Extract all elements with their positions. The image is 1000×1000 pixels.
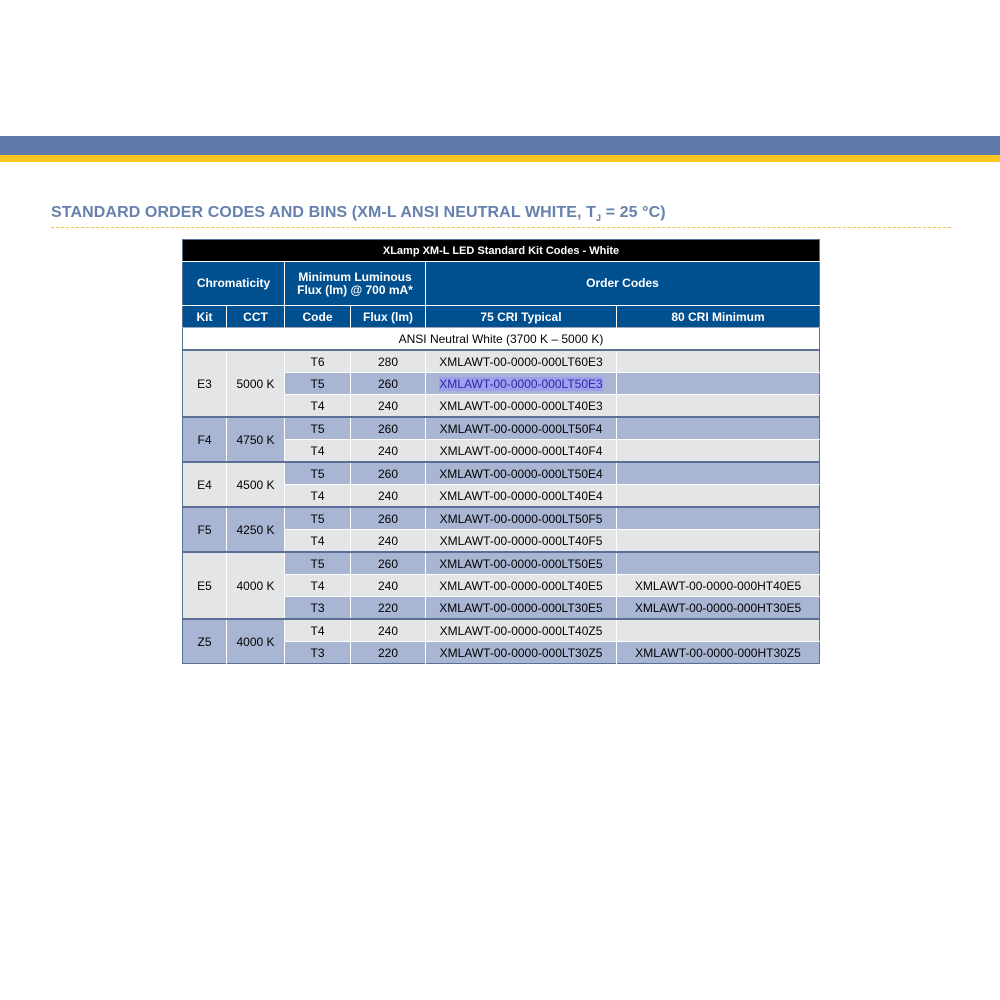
code-cell: T5 [285,417,351,440]
section-title-subscript: J [595,213,602,224]
cri75-cell: XMLAWT-00-0000-000LT50F4 [426,417,617,440]
flux-cell: 260 [351,373,426,395]
cri80-cell [617,619,820,642]
code-cell: T4 [285,485,351,508]
code-cell: T3 [285,642,351,664]
table-row [183,350,820,373]
flux-cell: 260 [351,507,426,530]
cct-cell: 4000 K [227,552,285,619]
cri80-cell [617,395,820,418]
col-kit: Kit [183,306,227,328]
kit-cell: E5 [183,552,227,619]
table-subheader: ANSI Neutral White (3700 K – 5000 K) [183,328,820,351]
table-row [183,462,820,485]
cri80-cell: XMLAWT-00-0000-000HT30Z5 [617,642,820,664]
header-chromaticity: Chromaticity [183,262,285,306]
cri80-cell: XMLAWT-00-0000-000HT40E5 [617,575,820,597]
kit-cell: E4 [183,462,227,507]
cri75-cell[interactable] [426,373,617,395]
cct-cell: 4000 K [227,619,285,664]
col-80-cri: 80 CRI Minimum [617,306,820,328]
flux-cell: 260 [351,552,426,575]
cri75-cell: XMLAWT-00-0000-000LT50E4 [426,462,617,485]
kit-cell: Z5 [183,619,227,664]
code-cell: T4 [285,395,351,418]
flux-cell: 240 [351,575,426,597]
table-row [183,619,820,642]
col-cct: CCT [227,306,285,328]
kit-cell: F4 [183,417,227,462]
section-title-main: STANDARD ORDER CODES AND BINS (XM-L ANSI NEUTRAL WHITE, T [51,204,596,221]
cri75-cell: XMLAWT-00-0000-000LT40F5 [426,530,617,553]
section-title [51,204,666,223]
header-order-codes: Order Codes [426,262,820,306]
header-band-yellow [0,155,1000,162]
col-flux: Flux (lm) [351,306,426,328]
flux-cell: 220 [351,597,426,620]
code-cell: T6 [285,350,351,373]
cct-cell: 5000 K [227,350,285,417]
cri75-cell: XMLAWT-00-0000-000LT60E3 [426,350,617,373]
section-title-tail: = 25 °C) [601,204,666,221]
kit-codes-table [182,239,820,664]
flux-cell: 240 [351,485,426,508]
cri75-cell: XMLAWT-00-0000-000LT50E5 [426,552,617,575]
cri80-cell [617,552,820,575]
flux-cell: 240 [351,530,426,553]
cct-cell: 4500 K [227,462,285,507]
cct-cell: 4750 K [227,417,285,462]
code-cell: T4 [285,575,351,597]
code-cell: T5 [285,373,351,395]
header-band-blue [0,136,1000,155]
table-caption: XLamp XM-L LED Standard Kit Codes - White [183,240,820,262]
table-row [183,417,820,440]
cri80-cell: XMLAWT-00-0000-000HT30E5 [617,597,820,620]
selected-text[interactable]: XMLAWT-00-0000-000LT50E3 [439,376,603,391]
flux-cell: 240 [351,440,426,463]
cri80-cell [617,417,820,440]
cri75-cell: XMLAWT-00-0000-000LT40E5 [426,575,617,597]
flux-cell: 260 [351,462,426,485]
cri80-cell [617,507,820,530]
table-row [183,507,820,530]
cri75-cell: XMLAWT-00-0000-000LT30Z5 [426,642,617,664]
cri75-cell: XMLAWT-00-0000-000LT30E5 [426,597,617,620]
cri80-cell [617,440,820,463]
flux-cell: 280 [351,350,426,373]
cri75-cell: XMLAWT-00-0000-000LT40Z5 [426,619,617,642]
cri75-cell: XMLAWT-00-0000-000LT40E3 [426,395,617,418]
cri80-cell [617,350,820,373]
code-cell: T4 [285,440,351,463]
cri80-cell [617,462,820,485]
cri75-cell: XMLAWT-00-0000-000LT40F4 [426,440,617,463]
cct-cell: 4250 K [227,507,285,552]
cri80-cell [617,530,820,553]
flux-cell: 220 [351,642,426,664]
flux-cell: 260 [351,417,426,440]
code-cell: T5 [285,507,351,530]
table-row [183,552,820,575]
flux-cell: 240 [351,395,426,418]
code-cell: T4 [285,530,351,553]
kit-cell: E3 [183,350,227,417]
kit-cell: F5 [183,507,227,552]
cri75-cell: XMLAWT-00-0000-000LT40E4 [426,485,617,508]
code-cell: T3 [285,597,351,620]
cri80-cell [617,373,820,395]
col-code: Code [285,306,351,328]
code-cell: T5 [285,552,351,575]
title-divider [51,227,951,228]
cri80-cell [617,485,820,508]
flux-cell: 240 [351,619,426,642]
code-cell: T4 [285,619,351,642]
col-75-cri: 75 CRI Typical [426,306,617,328]
code-cell: T5 [285,462,351,485]
header-min-flux: Minimum Luminous Flux (lm) @ 700 mA* [285,262,426,306]
cri75-cell: XMLAWT-00-0000-000LT50F5 [426,507,617,530]
